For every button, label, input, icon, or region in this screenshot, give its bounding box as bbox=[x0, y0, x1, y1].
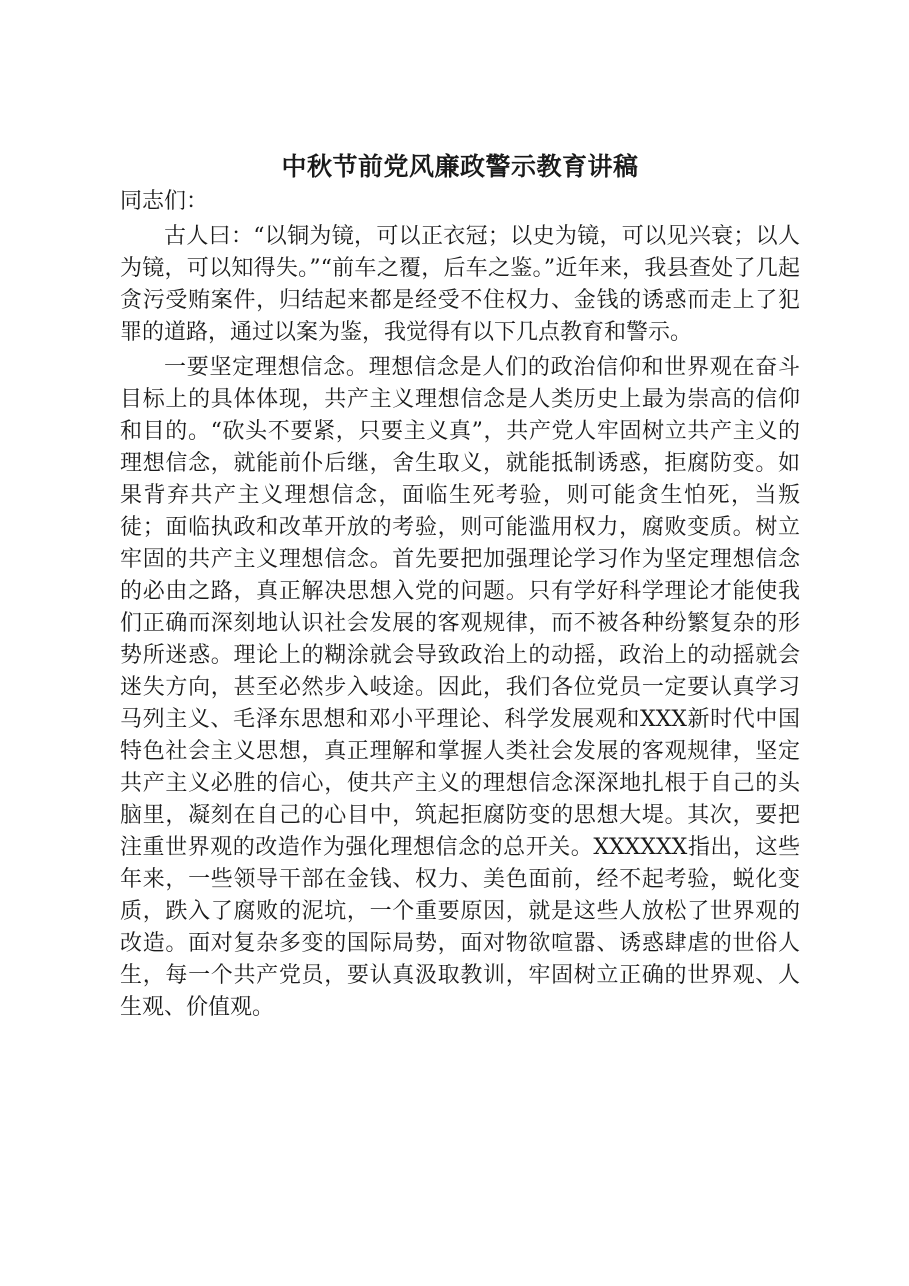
paragraph-ideals: 一要坚定理想信念。理想信念是人们的政治信仰和世界观在奋斗目标上的具体体现，共产主义理想信念是人类历史上最为崇高的信仰和目的。“砍头不要紧，只要主义真”，共产党人牢固树立共产主义的理想信念，就能前仆后继，舍生取义，就能抵制诱惑，拒腐防变。如果背弃共产主义理想信念，面临生死考验，则可能贪生怕死，当叛徒；面临执政和改革开放的考验，则可能滥用权力，腐败变质。树立牢固的共产主义理想信念。首先要把加强理论学习作为坚定理想信念的必由之路，真正解决思想入党的问题。只有学好科学理论才能使我们正确而深刻地认识社会发展的客观规律，而不被各种纷繁复杂的形势所迷惑。理论上的糊涂就会导致政治上的动摇，政治上的动摇就会迷失方向，甚至必然步入岐途。因此，我们各位党员一定要认真学习马列主义、毛泽东思想和邓小平理论、科学发展观和XXX新时代中国特色社会主义思想，真正理解和掌握人类社会发展的客观规律，坚定共产主义必胜的信心，使共产主义的理想信念深深地扎根于自己的头脑里，凝刻在自己的心目中，筑起拒腐防变的思想大堤。其次，要把注重世界观的改造作为强化理想信念的总开关。XXXXXX指出，这些年来，一些领导干部在金钱、权力、美色面前，经不起考验，蜕化变质，跌入了腐败的泥坑，一个重要原因，就是这些人放松了世界观的改造。面对复杂多变的国际局势，面对物欲喧嚣、诱惑肆虐的世俗人生，每一个共产党员，要认真汲取教训，牢固树立正确的世界观、人生观、价值观。 bbox=[120, 355, 800, 1020]
salutation: 同志们： bbox=[120, 189, 209, 214]
document-body bbox=[120, 150, 800, 1027]
document-title: 中秋节前党风廉政警示教育讲稿 bbox=[281, 152, 639, 181]
paragraph-intro: 古人曰：“以铜为镜，可以正衣冠；以史为镜，可以见兴衰；以人为镜，可以知得失。”“前车之覆，后车之鉴。”近年来，我县查处了几起贪污受贿案件，归结起来都是经受不住权力、金钱的诱惑而走上了犯罪的道路，通过以案为鉴，我觉得有以下几点教育和警示。 bbox=[120, 224, 800, 345]
